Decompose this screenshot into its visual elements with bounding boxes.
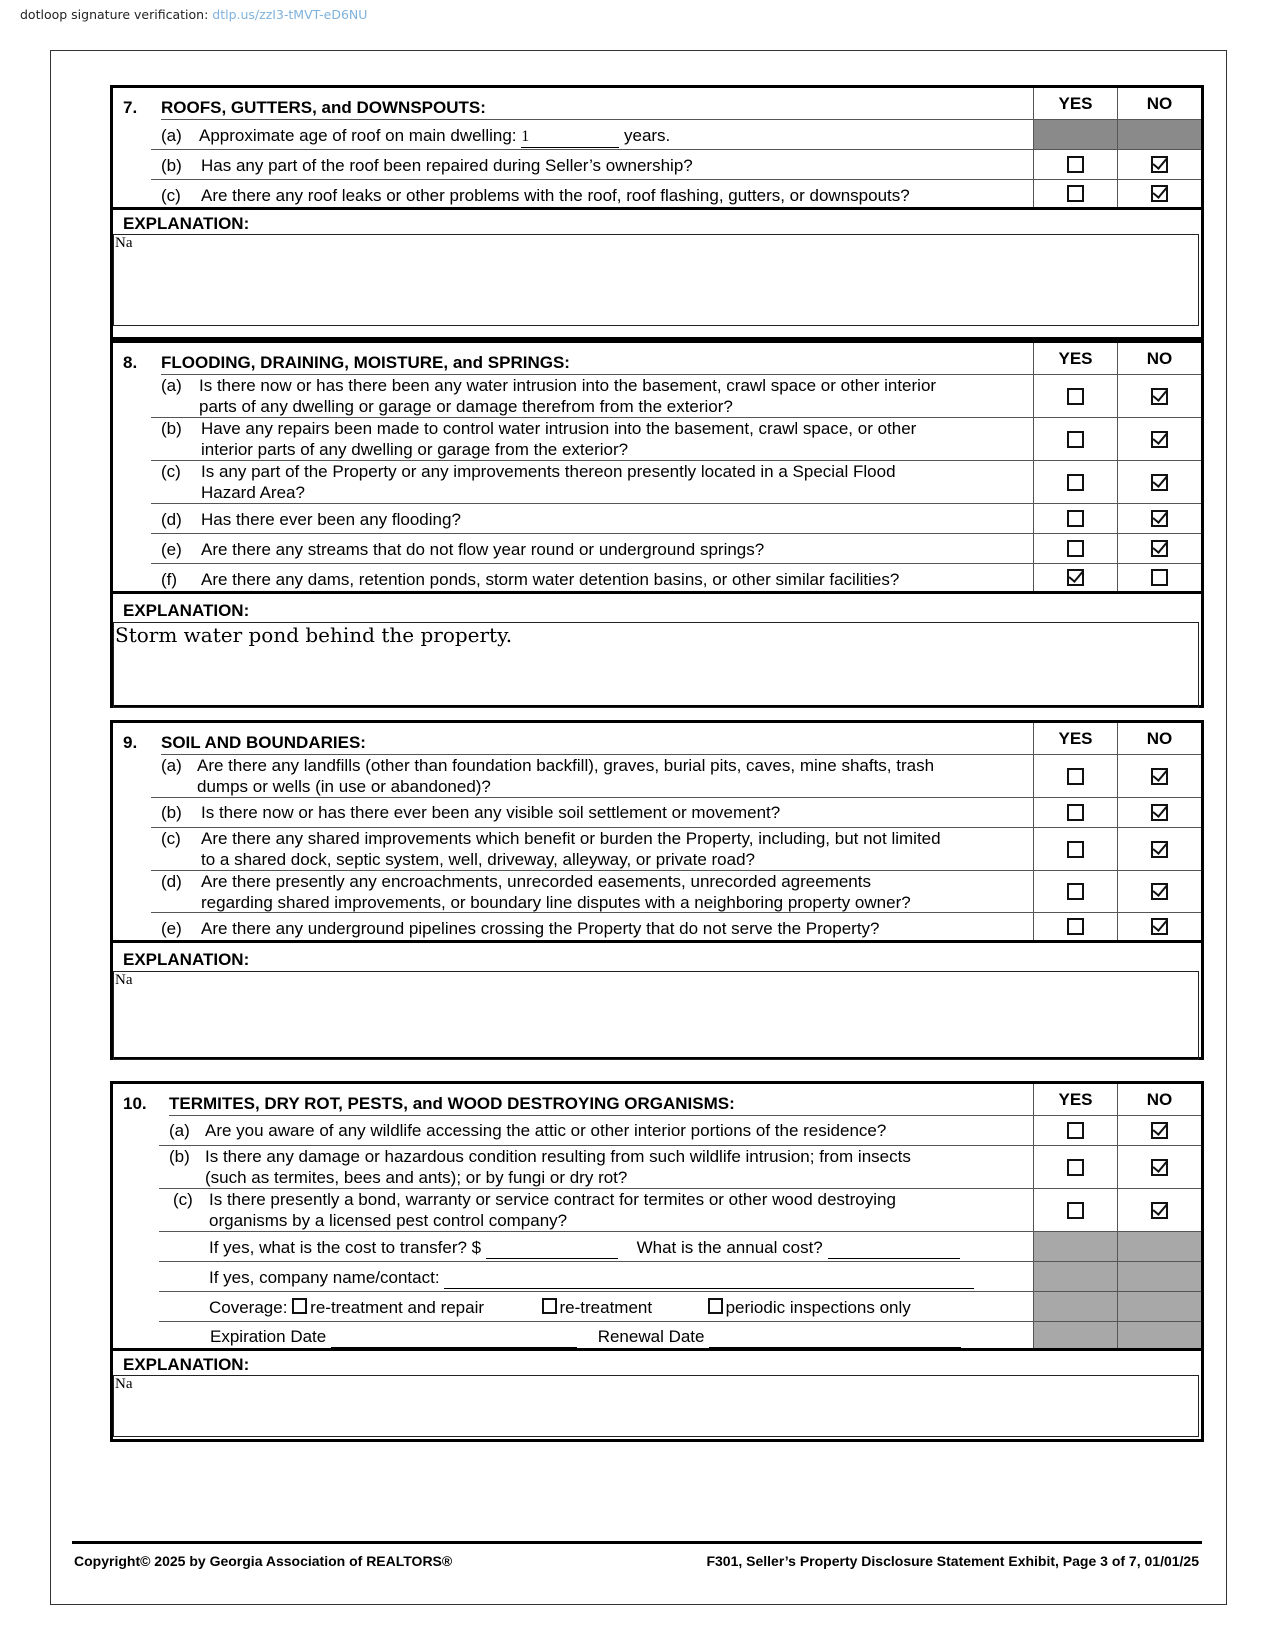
section-header bbox=[113, 343, 1201, 375]
question-row bbox=[113, 828, 1201, 871]
company-row bbox=[113, 1262, 1201, 1292]
question-label: (d) bbox=[161, 510, 182, 529]
question-row bbox=[113, 564, 1201, 594]
yes-checkbox[interactable] bbox=[1067, 841, 1084, 858]
section-header bbox=[113, 723, 1201, 755]
question-label: (a) bbox=[161, 756, 182, 775]
no-cell-disabled bbox=[1117, 120, 1201, 150]
coverage-retreatment-repair-checkbox[interactable] bbox=[292, 1298, 307, 1314]
section-roofs bbox=[110, 85, 1204, 340]
yes-cell-disabled bbox=[1033, 1262, 1117, 1292]
question-row bbox=[113, 913, 1201, 943]
expiration-date-field[interactable] bbox=[331, 1326, 577, 1348]
renewal-date-field[interactable] bbox=[709, 1326, 961, 1348]
question-label: (e) bbox=[161, 540, 182, 559]
section-number: 9. bbox=[123, 733, 138, 752]
section-title: SOIL AND BOUNDARIES: bbox=[161, 733, 1033, 755]
section-flooding bbox=[110, 340, 1204, 708]
coverage-option-label: re-treatment bbox=[559, 1298, 653, 1317]
yes-checkbox[interactable] bbox=[1067, 569, 1084, 586]
question-row bbox=[113, 375, 1201, 418]
explanation-label: EXPLANATION: bbox=[123, 950, 250, 969]
expiration-date-label: Expiration Date bbox=[210, 1327, 327, 1346]
no-checkbox[interactable] bbox=[1151, 156, 1168, 173]
section-number: 7. bbox=[123, 98, 138, 117]
no-checkbox[interactable] bbox=[1151, 883, 1168, 900]
no-checkbox[interactable] bbox=[1151, 1122, 1168, 1139]
question-text-line1: Is there any damage or hazardous condition resulting from such wildlife intrusion; from insects bbox=[205, 1147, 911, 1166]
yes-checkbox[interactable] bbox=[1067, 540, 1084, 557]
question-label: (c) bbox=[161, 186, 181, 205]
question-row bbox=[113, 534, 1201, 564]
coverage-row bbox=[113, 1292, 1201, 1322]
yes-column-header: YES bbox=[1033, 343, 1117, 375]
explanation-field[interactable]: Na bbox=[113, 1375, 1199, 1437]
annual-cost-field[interactable] bbox=[828, 1237, 960, 1259]
no-checkbox[interactable] bbox=[1151, 540, 1168, 557]
yes-checkbox[interactable] bbox=[1067, 804, 1084, 821]
no-cell-disabled bbox=[1117, 1292, 1201, 1322]
yes-checkbox[interactable] bbox=[1067, 1159, 1084, 1176]
question-text-suffix: years. bbox=[623, 126, 671, 145]
question-row bbox=[113, 461, 1201, 504]
question-label: (a) bbox=[161, 126, 182, 145]
explanation-label: EXPLANATION: bbox=[123, 601, 250, 620]
roof-age-field[interactable]: 1 bbox=[521, 126, 619, 148]
footer-copyright: Copyright© 2025 by Georgia Association of REALTORS® bbox=[74, 1553, 453, 1569]
question-text-line1: Have any repairs been made to control water intrusion into the basement, crawl space, or other bbox=[201, 419, 917, 438]
yes-column-header: YES bbox=[1033, 1084, 1117, 1116]
yes-column-header: YES bbox=[1033, 88, 1117, 120]
question-text: Are you aware of any wildlife accessing the attic or other interior portions of the residence? bbox=[205, 1121, 887, 1140]
question-text-line1: Is any part of the Property or any improvements thereon presently located in a Special Flood bbox=[201, 462, 896, 481]
question-text-line1: Are there any shared improvements which benefit or burden the Property, including, but not limited bbox=[201, 829, 941, 848]
yes-checkbox[interactable] bbox=[1067, 185, 1084, 202]
yes-checkbox[interactable] bbox=[1067, 431, 1084, 448]
question-label: (c) bbox=[161, 829, 181, 848]
section-number: 10. bbox=[123, 1094, 147, 1113]
section-number: 8. bbox=[123, 353, 138, 372]
question-text-line2: to a shared dock, septic system, well, driveway, alleyway, or private road? bbox=[201, 850, 755, 869]
no-checkbox[interactable] bbox=[1151, 1202, 1168, 1219]
dates-row bbox=[113, 1322, 1201, 1351]
transfer-cost-row bbox=[113, 1232, 1201, 1262]
question-label: (b) bbox=[161, 156, 182, 175]
question-row bbox=[113, 418, 1201, 461]
no-checkbox[interactable] bbox=[1151, 918, 1168, 935]
question-row bbox=[113, 755, 1201, 798]
question-label: (d) bbox=[161, 872, 182, 891]
question-label: (e) bbox=[161, 919, 182, 938]
question-label: (a) bbox=[169, 1121, 190, 1140]
question-label: (c) bbox=[161, 462, 181, 481]
question-text: Are there any streams that do not flow year round or underground springs? bbox=[201, 540, 765, 559]
section-termites bbox=[110, 1081, 1204, 1442]
yes-checkbox[interactable] bbox=[1067, 1202, 1084, 1219]
section-title: ROOFS, GUTTERS, and DOWNSPOUTS: bbox=[161, 98, 1033, 120]
no-cell-disabled bbox=[1117, 1262, 1201, 1292]
yes-checkbox[interactable] bbox=[1067, 883, 1084, 900]
transfer-cost-field[interactable] bbox=[486, 1237, 618, 1259]
yes-checkbox[interactable] bbox=[1067, 1122, 1084, 1139]
question-row bbox=[113, 120, 1201, 150]
question-text-line2: regarding shared improvements, or boundary line disputes with a neighboring property owner? bbox=[201, 893, 911, 912]
no-checkbox[interactable] bbox=[1151, 768, 1168, 785]
question-row bbox=[113, 1146, 1201, 1189]
question-text-line1: Is there presently a bond, warranty or service contract for termites or other wood destroying bbox=[209, 1190, 896, 1209]
yes-cell-disabled bbox=[1033, 120, 1117, 150]
section-title: FLOODING, DRAINING, MOISTURE, and SPRINGS: bbox=[161, 353, 1033, 375]
question-row bbox=[113, 180, 1201, 210]
yes-checkbox[interactable] bbox=[1067, 474, 1084, 491]
signature-verification bbox=[20, 7, 367, 22]
no-checkbox[interactable] bbox=[1151, 510, 1168, 527]
no-cell-disabled bbox=[1117, 1232, 1201, 1262]
question-text-line2: parts of any dwelling or garage or damage therefrom from the exterior? bbox=[199, 397, 733, 416]
yes-cell-disabled bbox=[1033, 1322, 1117, 1348]
no-checkbox[interactable] bbox=[1151, 1159, 1168, 1176]
question-row bbox=[113, 871, 1201, 913]
explanation-label: EXPLANATION: bbox=[123, 1355, 250, 1374]
no-checkbox[interactable] bbox=[1151, 431, 1168, 448]
coverage-label: Coverage: bbox=[209, 1298, 288, 1317]
question-row bbox=[113, 1116, 1201, 1146]
section-title: TERMITES, DRY ROT, PESTS, and WOOD DESTROYING ORGANISMS: bbox=[169, 1094, 1033, 1116]
no-column-header: NO bbox=[1117, 723, 1201, 755]
annual-cost-label: What is the annual cost? bbox=[636, 1238, 823, 1257]
yes-checkbox[interactable] bbox=[1067, 388, 1084, 405]
renewal-date-label: Renewal Date bbox=[597, 1327, 705, 1346]
verification-label: dotloop signature verification: bbox=[20, 7, 209, 22]
section-soil bbox=[110, 720, 1204, 1060]
transfer-cost-label: If yes, what is the cost to transfer? $ bbox=[209, 1238, 482, 1257]
no-column-header: NO bbox=[1117, 343, 1201, 375]
explanation-field[interactable]: Storm water pond behind the property. bbox=[113, 622, 1199, 708]
no-checkbox[interactable] bbox=[1151, 569, 1168, 586]
question-label: (c) bbox=[173, 1190, 193, 1209]
question-text: Has there ever been any flooding? bbox=[201, 510, 461, 529]
coverage-option-label: periodic inspections only bbox=[725, 1298, 911, 1317]
yes-cell-disabled bbox=[1033, 1232, 1117, 1262]
question-text: Is there now or has there ever been any visible soil settlement or movement? bbox=[201, 803, 781, 822]
question-text-line2: (such as termites, bees and ants); or by fungi or dry rot? bbox=[205, 1168, 628, 1187]
question-text-line2: Hazard Area? bbox=[201, 483, 305, 502]
question-label: (a) bbox=[161, 376, 182, 395]
no-checkbox[interactable] bbox=[1151, 804, 1168, 821]
question-label: (b) bbox=[169, 1147, 190, 1166]
footer-divider bbox=[72, 1541, 1202, 1544]
yes-checkbox[interactable] bbox=[1067, 768, 1084, 785]
no-column-header: NO bbox=[1117, 1084, 1201, 1116]
no-checkbox[interactable] bbox=[1151, 474, 1168, 491]
footer-form-info: F301, Seller’s Property Disclosure Statement Exhibit, Page 3 of 7, 01/01/25 bbox=[706, 1553, 1199, 1569]
explanation-field[interactable]: Na bbox=[113, 234, 1199, 326]
yes-column-header: YES bbox=[1033, 723, 1117, 755]
question-text: Has any part of the roof been repaired during Seller’s ownership? bbox=[201, 156, 693, 175]
question-label: (f) bbox=[161, 570, 178, 589]
question-text: Are there any dams, retention ponds, storm water detention basins, or other similar facilities? bbox=[201, 570, 900, 589]
question-row bbox=[113, 1189, 1201, 1232]
section-header bbox=[113, 1084, 1201, 1116]
yes-checkbox[interactable] bbox=[1067, 156, 1084, 173]
question-row bbox=[113, 150, 1201, 180]
no-checkbox[interactable] bbox=[1151, 841, 1168, 858]
question-text-line2: dumps or wells (in use or abandoned)? bbox=[197, 777, 491, 796]
explanation-label: EXPLANATION: bbox=[123, 214, 250, 233]
section-header bbox=[113, 88, 1201, 120]
verification-link[interactable]: dtlp.us/zzI3-tMVT-eD6NU bbox=[212, 7, 368, 22]
question-label: (b) bbox=[161, 803, 182, 822]
question-text: Approximate age of roof on main dwelling: bbox=[199, 126, 517, 145]
yes-checkbox[interactable] bbox=[1067, 510, 1084, 527]
question-text-line2: organisms by a licensed pest control company? bbox=[209, 1211, 568, 1230]
question-text: Are there any underground pipelines crossing the Property that do not serve the Property? bbox=[201, 919, 880, 938]
question-text-line1: Is there now or has there been any water intrusion into the basement, crawl space or other interior bbox=[199, 376, 937, 395]
no-checkbox[interactable] bbox=[1151, 185, 1168, 202]
company-label: If yes, company name/contact: bbox=[209, 1268, 440, 1287]
question-label: (b) bbox=[161, 419, 182, 438]
question-text-line1: Are there any landfills (other than foundation backfill), graves, burial pits, caves, mine shafts, trash bbox=[197, 756, 935, 775]
question-text-line1: Are there presently any encroachments, unrecorded easements, unrecorded agreements bbox=[201, 872, 871, 891]
no-cell-disabled bbox=[1117, 1322, 1201, 1348]
no-checkbox[interactable] bbox=[1151, 388, 1168, 405]
coverage-retreatment-checkbox[interactable] bbox=[542, 1298, 557, 1314]
question-text-line2: interior parts of any dwelling or garage from the exterior? bbox=[201, 440, 629, 459]
question-text: Are there any roof leaks or other problems with the roof, roof flashing, gutters, or downspouts? bbox=[201, 186, 910, 205]
coverage-periodic-inspections-checkbox[interactable] bbox=[708, 1298, 723, 1314]
question-row bbox=[113, 798, 1201, 828]
question-row bbox=[113, 504, 1201, 534]
yes-cell-disabled bbox=[1033, 1292, 1117, 1322]
coverage-option-label: re-treatment and repair bbox=[310, 1298, 485, 1317]
no-column-header: NO bbox=[1117, 88, 1201, 120]
company-field[interactable] bbox=[444, 1267, 974, 1289]
yes-checkbox[interactable] bbox=[1067, 918, 1084, 935]
explanation-field[interactable]: Na bbox=[113, 971, 1199, 1060]
